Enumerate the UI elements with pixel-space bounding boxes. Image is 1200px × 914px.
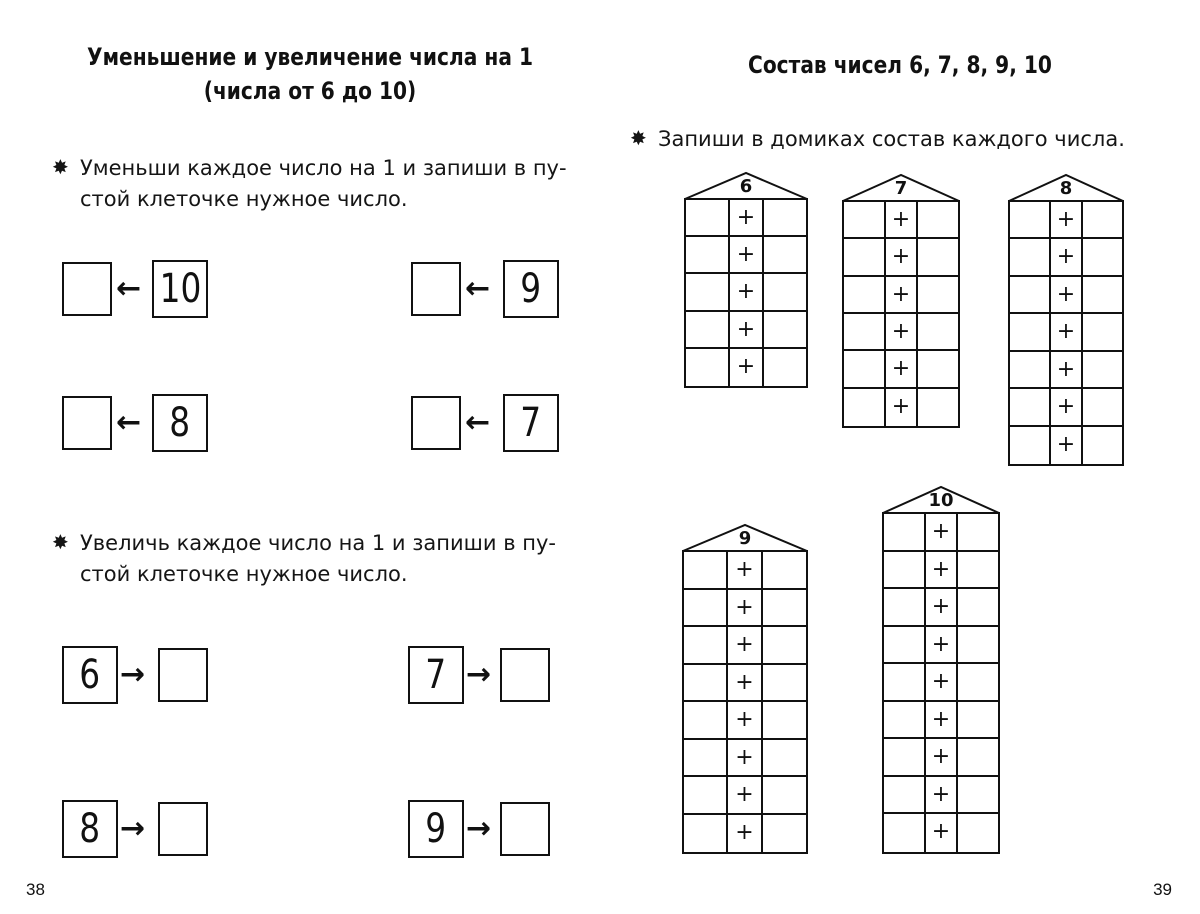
- addend-cell-right[interactable]: [1083, 352, 1122, 387]
- addend-cell-right[interactable]: [763, 552, 806, 588]
- plus-sign-cell: +: [884, 351, 918, 386]
- task-decrease-instruction: [52, 153, 572, 215]
- task-increase-instruction: [52, 528, 572, 590]
- plus-sign-cell: +: [1049, 202, 1083, 237]
- house-row: [884, 552, 998, 590]
- addend-cell-left[interactable]: [884, 777, 924, 813]
- house-row: [884, 514, 998, 552]
- house-row: [844, 351, 958, 388]
- plus-sign-cell: +: [1049, 314, 1083, 349]
- house-row: [1010, 314, 1122, 351]
- house-number-label: 6: [739, 176, 753, 197]
- addend-cell-left[interactable]: [1010, 389, 1049, 424]
- addend-cell-right[interactable]: [1083, 239, 1122, 274]
- addend-cell-left[interactable]: [686, 312, 728, 347]
- task-composition-instruction: [630, 124, 1190, 155]
- given-number-box: [503, 260, 559, 318]
- plus-sign-cell: +: [924, 627, 958, 663]
- title-line-2: (числа от 6 до 10): [203, 77, 417, 105]
- addend-cell-right[interactable]: [1083, 202, 1122, 237]
- given-number: 9: [520, 266, 542, 312]
- addend-cell-right[interactable]: [1083, 314, 1122, 349]
- addend-cell-right[interactable]: [763, 590, 806, 626]
- house-row: [684, 627, 806, 665]
- star-bullet-icon: ✸: [52, 155, 69, 179]
- addend-cell-right[interactable]: [764, 274, 806, 309]
- plus-sign-cell: +: [884, 239, 918, 274]
- plus-sign-cell: +: [884, 277, 918, 312]
- addend-cell-left[interactable]: [1010, 239, 1049, 274]
- house-row: [684, 702, 806, 740]
- plus-sign-cell: +: [726, 665, 763, 701]
- plus-sign-cell: +: [924, 739, 958, 775]
- title-line-1: Уменьшение и увеличение числа на 1: [87, 43, 533, 71]
- given-number: 7: [520, 400, 542, 446]
- house-row: [884, 664, 998, 702]
- house-grid: [682, 550, 808, 854]
- addend-cell-right[interactable]: [764, 237, 806, 272]
- house-row: [1010, 202, 1122, 239]
- answer-box[interactable]: [62, 396, 112, 450]
- given-number-box: [408, 646, 464, 704]
- plus-sign-cell: +: [726, 590, 763, 626]
- addend-cell-left[interactable]: [844, 314, 884, 349]
- given-number: 8: [79, 806, 101, 852]
- left-page-title: [83, 40, 537, 108]
- house-7: [842, 174, 960, 428]
- star-bullet-icon: ✸: [630, 126, 647, 150]
- addend-cell-left[interactable]: [884, 627, 924, 663]
- addend-cell-left[interactable]: [684, 552, 726, 588]
- house-row: [844, 202, 958, 239]
- house-row: [686, 200, 806, 237]
- addend-cell-left[interactable]: [684, 777, 726, 813]
- plus-sign-cell: +: [726, 740, 763, 776]
- plus-sign-cell: +: [1049, 277, 1083, 312]
- answer-box[interactable]: [411, 262, 461, 316]
- given-number-box: [152, 260, 208, 318]
- task-decrease-line-1: Уменьши каждое число на 1 и запиши в пу-: [80, 156, 567, 180]
- addend-cell-right[interactable]: [763, 627, 806, 663]
- plus-sign-cell: +: [728, 237, 764, 272]
- right-page: [600, 0, 1200, 914]
- addend-cell-left[interactable]: [844, 351, 884, 386]
- plus-sign-cell: +: [924, 589, 958, 625]
- house-number-label: 10: [928, 490, 954, 511]
- addend-cell-left[interactable]: [884, 814, 924, 852]
- house-row: [1010, 277, 1122, 314]
- addend-cell-right[interactable]: [763, 815, 806, 853]
- house-row: [884, 627, 998, 665]
- house-grid: [1008, 200, 1124, 466]
- addend-cell-left[interactable]: [884, 739, 924, 775]
- addend-cell-right[interactable]: [918, 277, 958, 312]
- house-row: [1010, 239, 1122, 276]
- plus-sign-cell: +: [924, 814, 958, 852]
- house-9: [682, 524, 808, 854]
- addend-cell-right[interactable]: [958, 739, 998, 775]
- given-number-box: [62, 800, 118, 858]
- arrow-right-icon: →: [466, 657, 492, 692]
- given-number: 7: [425, 652, 447, 698]
- plus-sign-cell: +: [726, 552, 763, 588]
- house-row: [686, 349, 806, 386]
- addend-cell-right[interactable]: [958, 552, 998, 588]
- addend-cell-right[interactable]: [958, 777, 998, 813]
- addend-cell-left[interactable]: [686, 200, 728, 235]
- addend-cell-left[interactable]: [686, 237, 728, 272]
- given-number-box: [152, 394, 208, 452]
- addend-cell-left[interactable]: [684, 815, 726, 853]
- addend-cell-left[interactable]: [1010, 314, 1049, 349]
- arrow-left-icon: ←: [465, 271, 491, 306]
- addend-cell-left[interactable]: [844, 277, 884, 312]
- answer-box[interactable]: [411, 396, 461, 450]
- plus-sign-cell: +: [728, 200, 764, 235]
- addend-cell-right[interactable]: [958, 589, 998, 625]
- house-grid: [842, 200, 960, 428]
- addend-cell-right[interactable]: [764, 312, 806, 347]
- page-number-right: 39: [1153, 880, 1172, 899]
- addend-cell-left[interactable]: [884, 702, 924, 738]
- task-increase-line-2: стой клеточке нужное число.: [80, 562, 408, 586]
- house-grid: [882, 512, 1000, 854]
- house-row: [884, 777, 998, 815]
- house-row: [844, 389, 958, 426]
- addend-cell-right[interactable]: [763, 665, 806, 701]
- house-row: [1010, 352, 1122, 389]
- addend-cell-left[interactable]: [1010, 277, 1049, 312]
- given-number: 10: [159, 266, 201, 312]
- addend-cell-left[interactable]: [884, 552, 924, 588]
- house-row: [686, 237, 806, 274]
- plus-sign-cell: +: [728, 274, 764, 309]
- task-composition-text: Запиши в домиках состав каждого числа.: [658, 127, 1125, 151]
- addend-cell-right[interactable]: [918, 239, 958, 274]
- house-8: [1008, 174, 1124, 466]
- house-number-label: 7: [894, 178, 908, 199]
- plus-sign-cell: +: [924, 702, 958, 738]
- given-number-box: [62, 646, 118, 704]
- plus-sign-cell: +: [924, 552, 958, 588]
- house-row: [884, 739, 998, 777]
- house-row: [684, 590, 806, 628]
- arrow-right-icon: →: [120, 657, 146, 692]
- addend-cell-right[interactable]: [764, 200, 806, 235]
- house-10: [882, 486, 1000, 854]
- house-row: [844, 277, 958, 314]
- addend-cell-left[interactable]: [684, 740, 726, 776]
- plus-sign-cell: +: [726, 702, 763, 738]
- arrow-right-icon: →: [120, 811, 146, 846]
- addend-cell-left[interactable]: [684, 665, 726, 701]
- addend-cell-left[interactable]: [684, 627, 726, 663]
- addend-cell-left[interactable]: [844, 239, 884, 274]
- addend-cell-right[interactable]: [918, 202, 958, 237]
- arrow-left-icon: ←: [116, 405, 142, 440]
- given-number-box: [408, 800, 464, 858]
- arrow-right-icon: →: [466, 811, 492, 846]
- page-number-left: 38: [26, 880, 45, 899]
- task-increase-line-1: Увеличь каждое число на 1 и запиши в пу-: [80, 531, 556, 555]
- addend-cell-left[interactable]: [1010, 202, 1049, 237]
- plus-sign-cell: +: [726, 815, 763, 853]
- plus-sign-cell: +: [1049, 389, 1083, 424]
- plus-sign-cell: +: [924, 664, 958, 700]
- addend-cell-right[interactable]: [958, 664, 998, 700]
- addend-cell-left[interactable]: [884, 589, 924, 625]
- addend-cell-left[interactable]: [884, 664, 924, 700]
- addend-cell-right[interactable]: [918, 389, 958, 426]
- house-row: [686, 274, 806, 311]
- right-page-title: Состав чисел 6, 7, 8, 9, 10: [748, 51, 1052, 79]
- house-row: [684, 665, 806, 703]
- house-row: [684, 815, 806, 853]
- addend-cell-right[interactable]: [763, 740, 806, 776]
- addend-cell-left[interactable]: [686, 274, 728, 309]
- answer-box[interactable]: [158, 802, 208, 856]
- addend-cell-right[interactable]: [763, 702, 806, 738]
- house-row: [884, 814, 998, 852]
- plus-sign-cell: +: [1049, 239, 1083, 274]
- house-row: [844, 239, 958, 276]
- given-number: 9: [425, 806, 447, 852]
- house-row: [686, 312, 806, 349]
- plus-sign-cell: +: [924, 777, 958, 813]
- house-number-label: 9: [738, 528, 752, 549]
- answer-box[interactable]: [500, 802, 550, 856]
- addend-cell-right[interactable]: [958, 514, 998, 550]
- addend-cell-right[interactable]: [763, 777, 806, 813]
- addend-cell-right[interactable]: [918, 351, 958, 386]
- house-row: [684, 740, 806, 778]
- given-number-box: [503, 394, 559, 452]
- house-row: [1010, 427, 1122, 464]
- addend-cell-left[interactable]: [1010, 352, 1049, 387]
- house-6: [684, 172, 808, 388]
- given-number: 8: [169, 400, 191, 446]
- addend-cell-right[interactable]: [918, 314, 958, 349]
- plus-sign-cell: +: [1049, 427, 1083, 464]
- plus-sign-cell: +: [884, 202, 918, 237]
- addend-cell-right[interactable]: [958, 702, 998, 738]
- answer-box[interactable]: [158, 648, 208, 702]
- answer-box[interactable]: [62, 262, 112, 316]
- house-row: [844, 314, 958, 351]
- arrow-left-icon: ←: [465, 405, 491, 440]
- plus-sign-cell: +: [1049, 352, 1083, 387]
- addend-cell-left[interactable]: [684, 702, 726, 738]
- addend-cell-left[interactable]: [684, 590, 726, 626]
- addend-cell-left[interactable]: [884, 514, 924, 550]
- arrow-left-icon: ←: [116, 271, 142, 306]
- answer-box[interactable]: [500, 648, 550, 702]
- plus-sign-cell: +: [726, 777, 763, 813]
- addend-cell-left[interactable]: [844, 389, 884, 426]
- task-decrease-line-2: стой клеточке нужное число.: [80, 187, 408, 211]
- house-row: [684, 777, 806, 815]
- plus-sign-cell: +: [728, 349, 764, 386]
- given-number: 6: [79, 652, 101, 698]
- plus-sign-cell: +: [726, 627, 763, 663]
- house-grid: [684, 198, 808, 388]
- addend-cell-right[interactable]: [764, 349, 806, 386]
- house-number-label: 8: [1059, 178, 1073, 199]
- addend-cell-right[interactable]: [958, 814, 998, 852]
- house-row: [684, 552, 806, 590]
- addend-cell-right[interactable]: [958, 627, 998, 663]
- house-row: [884, 702, 998, 740]
- addend-cell-right[interactable]: [1083, 427, 1122, 464]
- plus-sign-cell: +: [728, 312, 764, 347]
- plus-sign-cell: +: [884, 389, 918, 426]
- addend-cell-left[interactable]: [844, 202, 884, 237]
- plus-sign-cell: +: [884, 314, 918, 349]
- plus-sign-cell: +: [924, 514, 958, 550]
- addend-cell-right[interactable]: [1083, 389, 1122, 424]
- house-row: [1010, 389, 1122, 426]
- addend-cell-left[interactable]: [1010, 427, 1049, 464]
- addend-cell-left[interactable]: [686, 349, 728, 386]
- house-row: [884, 589, 998, 627]
- star-bullet-icon: ✸: [52, 530, 69, 554]
- addend-cell-right[interactable]: [1083, 277, 1122, 312]
